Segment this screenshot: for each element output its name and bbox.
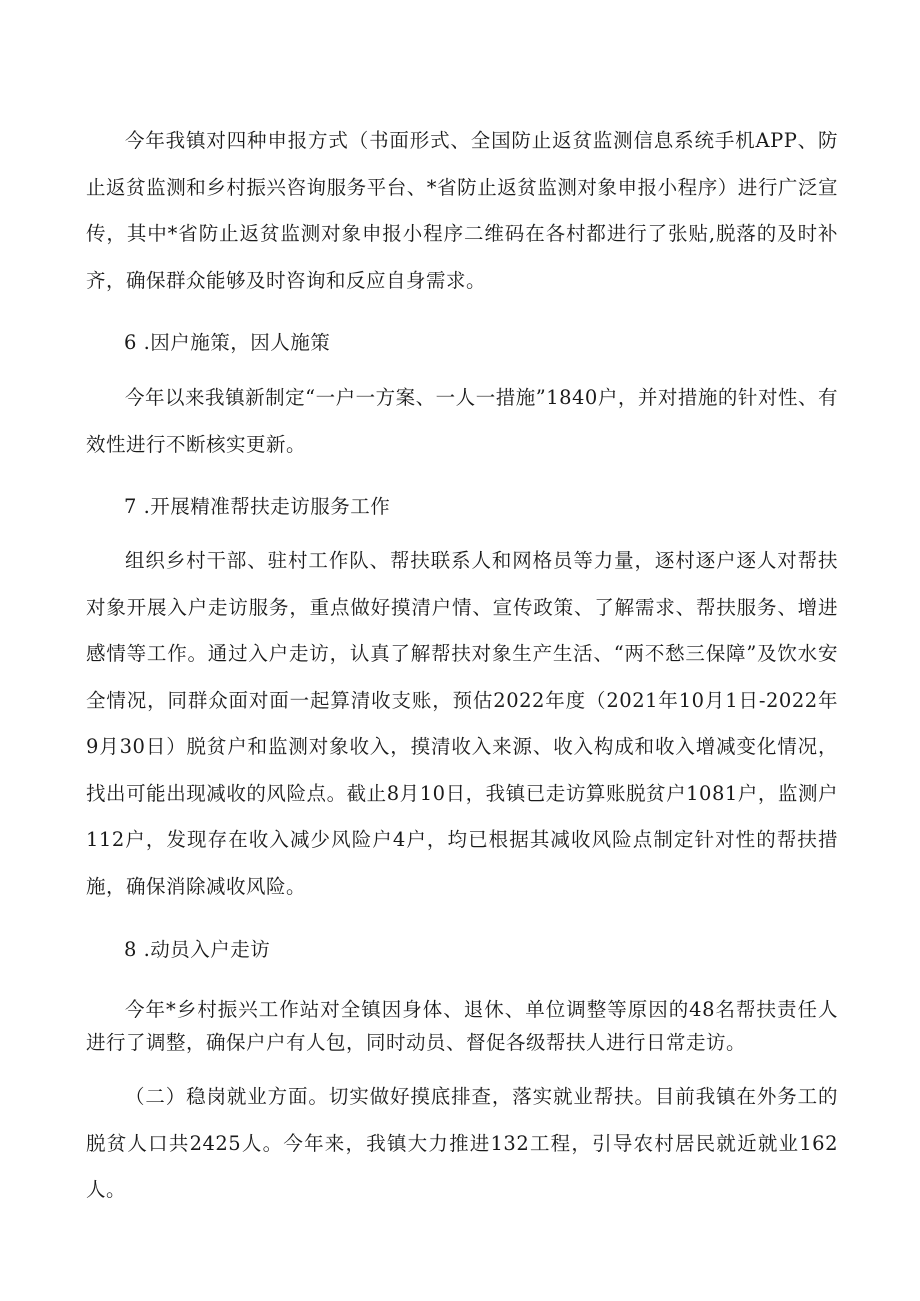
paragraph-reporting-methods: 今年我镇对四种申报方式（书面形式、全国防止返贫监测信息系统手机APP、防止返贫监测和乡村振兴咨询服务平台、*省防止返贫监测对象申报小程序）进行广泛宣传，其中*省防止返贫监测对象申报小程序二维码在各村都进行了张贴,脱落的及时补齐，确保群众能够及时咨询和反应自身需求。 <box>86 129 838 292</box>
paragraph-mobilize-visits: 今年*乡村振兴工作站对全镇因身体、退休、单位调整等原因的48名帮扶责任人进行了调整，确保户户有人包，同时动员、督促各级帮扶人进行日常走访。 <box>86 998 838 1054</box>
paragraph-household-plans: 今年以来我镇新制定“一户一方案、一人一措施”1840户，并对措施的针对性、有效性进行不断核实更新。 <box>86 386 838 456</box>
paragraph-stable-employment: （二）稳岗就业方面。切实做好摸底排查，落实就业帮扶。目前我镇在外务工的脱贫人口共2425人。今年来，我镇大力推进132工程，引导农村居民就近就业162人。 <box>86 1085 838 1201</box>
heading-8: 8 .动员入户走访 <box>124 938 271 961</box>
heading-6: 6 .因户施策，因人施策 <box>124 331 331 354</box>
paragraph-visit-service: 组织乡村干部、驻村工作队、帮扶联系人和网格员等力量，逐村逐户逐人对帮扶对象开展入户走访服务，重点做好摸清户情、宣传政策、了解需求、帮扶服务、增进感情等工作。通过入户走访，认真了解帮扶对象生产生活、“两不愁三保障”及饮水安全情况，同群众面对面一起算清收支账，预估2022年度（2021年10月1日-2022年9月30日）脱贫户和监测对象收入，摸清收入来源、收入构成和收入增减变化情况，找出可能出现减收的风险点。截止8月10日，我镇已走访算账脱贫户1081户，监测户112户，发现存在收入减少风险户4户，均已根据其减收风险点制定针对性的帮扶措施，确保消除减收风险。 <box>86 549 838 898</box>
heading-7: 7 .开展精准帮扶走访服务工作 <box>124 495 391 518</box>
